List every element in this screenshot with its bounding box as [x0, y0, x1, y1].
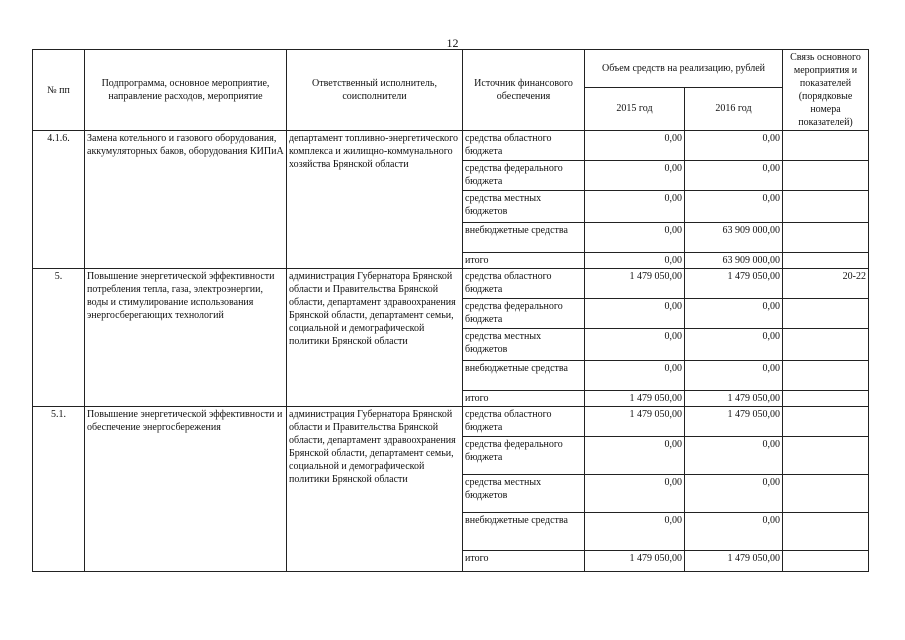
table-header — [33, 50, 869, 131]
cell-source: средства областного бюджета — [463, 269, 585, 299]
table-body — [33, 131, 869, 572]
cell-indicator-link — [783, 513, 869, 551]
cell-amount-2016: 63 909 000,00 — [685, 223, 783, 253]
cell-amount-2015: 0,00 — [585, 437, 685, 475]
page-number: 12 — [446, 36, 459, 50]
header-year-2015: 2015 год — [585, 87, 685, 130]
cell-amount-2015: 0,00 — [585, 131, 685, 161]
cell-executor: департамент топливно-энергетического комплекса и жилищно-коммунального хозяйства Брянской области — [287, 131, 463, 269]
cell-amount-2015: 0,00 — [585, 475, 685, 513]
cell-executor: администрация Губернатора Брянской области и Правительства Брянской области, департамент здравоохранения Брянской области, департамент семьи, социальной и демографической политики Брянской области — [287, 407, 463, 572]
cell-source: средства местных бюджетов — [463, 475, 585, 513]
cell-source: средства местных бюджетов — [463, 329, 585, 361]
cell-indicator-link: 20-22 — [783, 269, 869, 299]
cell-source: внебюджетные средства — [463, 223, 585, 253]
header-amount: Объем средств на реализацию, рублей — [585, 50, 783, 88]
cell-total-label: итого — [463, 391, 585, 407]
cell-amount-2015: 0,00 — [585, 161, 685, 191]
cell-indicator-link — [783, 361, 869, 391]
cell-indicator-link — [783, 191, 869, 223]
cell-amount-2015: 1 479 050,00 — [585, 407, 685, 437]
cell-amount-2016: 1 479 050,00 — [685, 407, 783, 437]
cell-amount-2016: 0,00 — [685, 475, 783, 513]
header-number: № пп — [33, 50, 85, 131]
cell-number: 5. — [33, 269, 85, 407]
table-row — [33, 131, 869, 161]
cell-source: внебюджетные средства — [463, 361, 585, 391]
cell-indicator-link — [783, 391, 869, 407]
cell-program-name: Замена котельного и газового оборудования, аккумуляторных баков, оборудования КИПиА — [85, 131, 287, 269]
header-link: Связь основного мероприятия и показателей (порядковые номера показателей) — [783, 50, 869, 131]
cell-amount-2016: 0,00 — [685, 161, 783, 191]
cell-number: 4.1.6. — [33, 131, 85, 269]
cell-source: средства федерального бюджета — [463, 161, 585, 191]
cell-amount-2016: 1 479 050,00 — [685, 391, 783, 407]
cell-amount-2016: 0,00 — [685, 191, 783, 223]
cell-amount-2016: 0,00 — [685, 131, 783, 161]
cell-amount-2015: 0,00 — [585, 513, 685, 551]
cell-amount-2015: 1 479 050,00 — [585, 269, 685, 299]
budget-table — [32, 49, 869, 572]
table-row — [33, 269, 869, 299]
cell-amount-2016: 0,00 — [685, 437, 783, 475]
cell-total-label: итого — [463, 551, 585, 572]
cell-source: средства федерального бюджета — [463, 437, 585, 475]
cell-number: 5.1. — [33, 407, 85, 572]
cell-amount-2015: 1 479 050,00 — [585, 551, 685, 572]
cell-source: средства областного бюджета — [463, 131, 585, 161]
cell-executor: администрация Губернатора Брянской области и Правительства Брянской области, департамент здравоохранения Брянской области, департамент семьи, социальной и демографической политики Брянской области — [287, 269, 463, 407]
cell-amount-2016: 1 479 050,00 — [685, 551, 783, 572]
cell-indicator-link — [783, 407, 869, 437]
cell-amount-2016: 1 479 050,00 — [685, 269, 783, 299]
cell-indicator-link — [783, 161, 869, 191]
header-executor: Ответственный исполнитель, соисполнители — [287, 50, 463, 131]
cell-amount-2016: 0,00 — [685, 299, 783, 329]
cell-amount-2015: 0,00 — [585, 223, 685, 253]
cell-indicator-link — [783, 299, 869, 329]
cell-total-label: итого — [463, 253, 585, 269]
cell-amount-2016: 63 909 000,00 — [685, 253, 783, 269]
cell-source: средства областного бюджета — [463, 407, 585, 437]
cell-amount-2016: 0,00 — [685, 513, 783, 551]
cell-amount-2015: 0,00 — [585, 329, 685, 361]
cell-amount-2016: 0,00 — [685, 361, 783, 391]
header-year-2016: 2016 год — [685, 87, 783, 130]
table-row — [33, 407, 869, 437]
cell-program-name: Повышение энергетической эффективности и обеспечение энергосбережения — [85, 407, 287, 572]
cell-amount-2015: 0,00 — [585, 361, 685, 391]
header-program: Подпрограмма, основное мероприятие, направление расходов, мероприятие — [85, 50, 287, 131]
cell-indicator-link — [783, 329, 869, 361]
cell-program-name: Повышение энергетической эффективности потребления тепла, газа, электроэнергии, воды и стимулирование использования энергосберегающих технологий — [85, 269, 287, 407]
header-source: Источник финансового обеспечения — [463, 50, 585, 131]
cell-amount-2015: 0,00 — [585, 299, 685, 329]
cell-source: средства местных бюджетов — [463, 191, 585, 223]
cell-amount-2016: 0,00 — [685, 329, 783, 361]
cell-indicator-link — [783, 475, 869, 513]
cell-source: внебюджетные средства — [463, 513, 585, 551]
cell-amount-2015: 1 479 050,00 — [585, 391, 685, 407]
cell-indicator-link — [783, 253, 869, 269]
cell-indicator-link — [783, 437, 869, 475]
cell-indicator-link — [783, 223, 869, 253]
cell-source: средства федерального бюджета — [463, 299, 585, 329]
cell-amount-2015: 0,00 — [585, 191, 685, 223]
cell-amount-2015: 0,00 — [585, 253, 685, 269]
cell-indicator-link — [783, 551, 869, 572]
cell-indicator-link — [783, 131, 869, 161]
